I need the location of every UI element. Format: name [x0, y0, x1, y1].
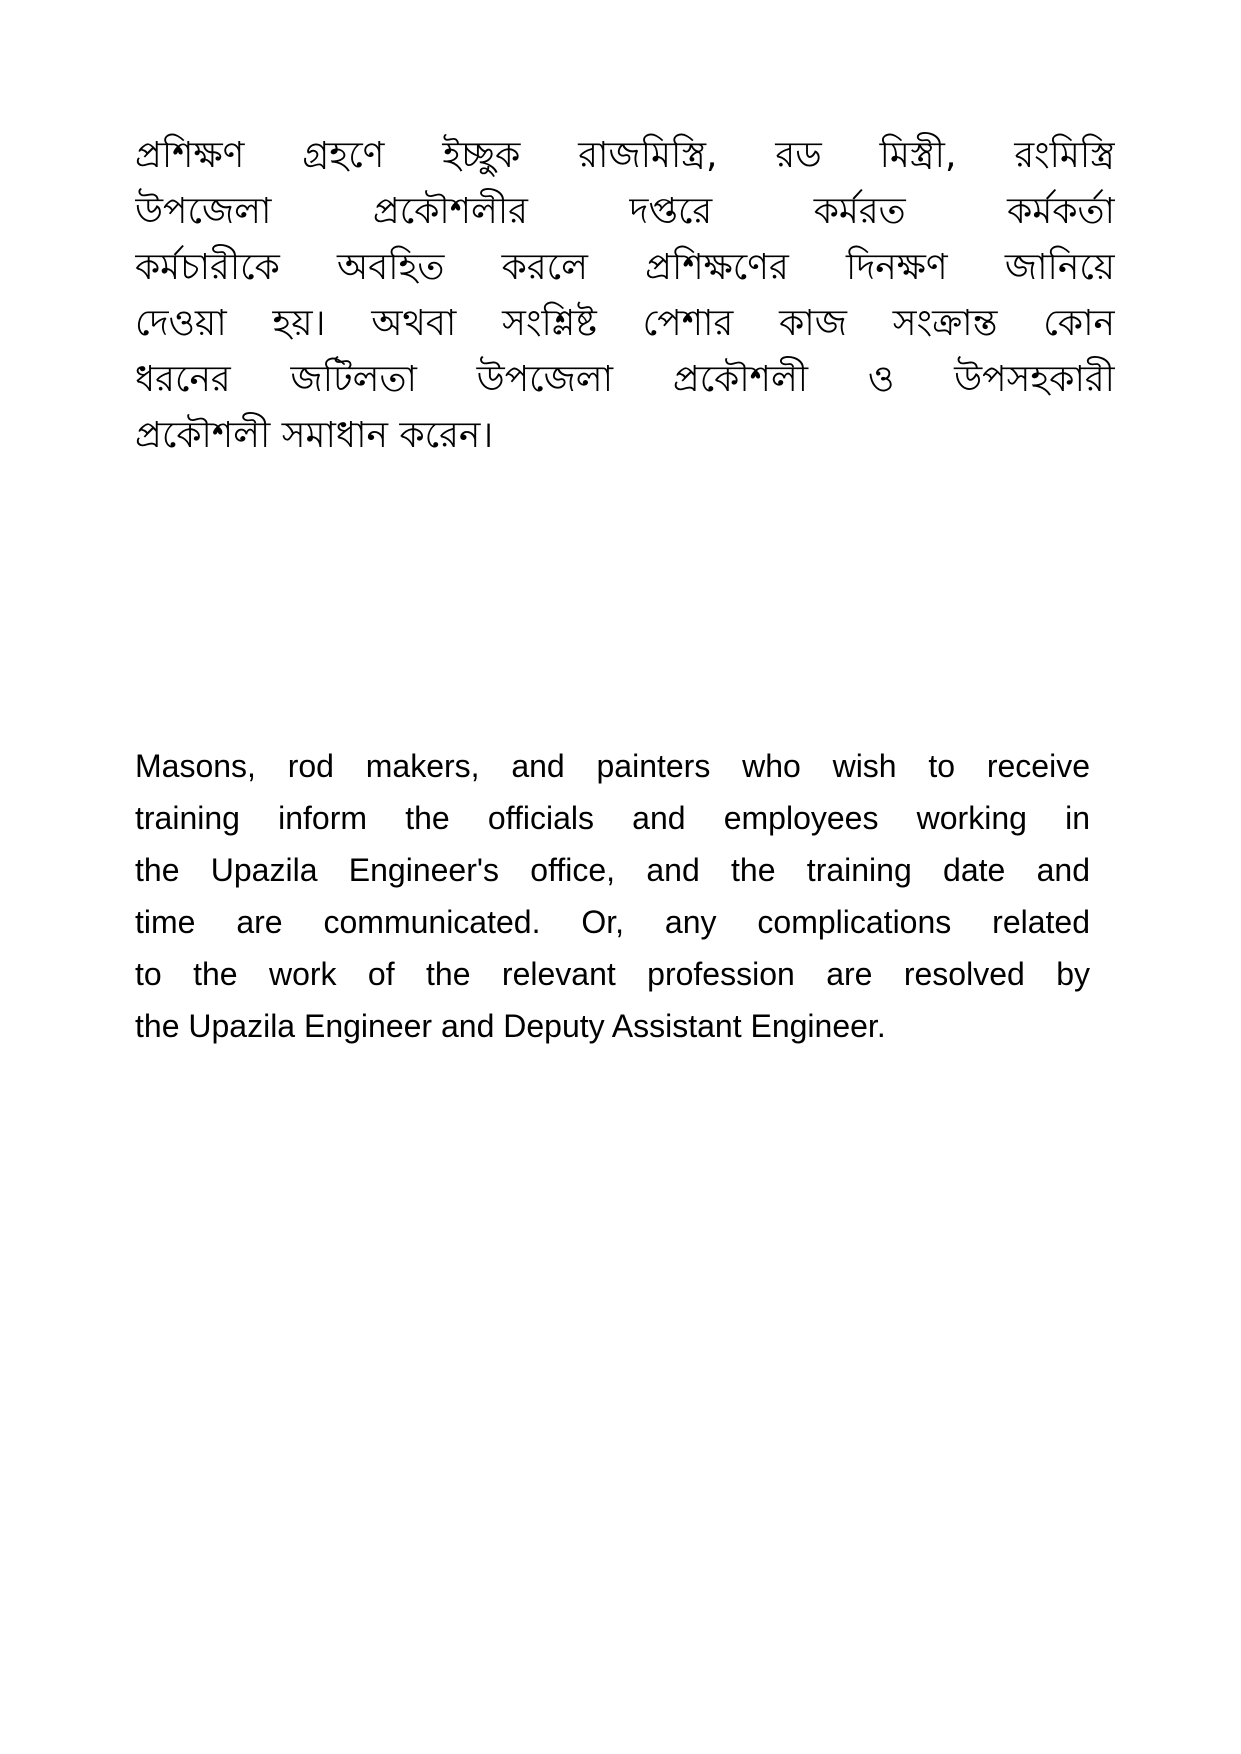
- bengali-paragraph-line: প্রশিক্ষণ গ্রহণে ইচ্ছুক রাজমিস্ত্রি, রড মিস্ত্রী, রংমিস্ত্রি: [135, 135, 1115, 176]
- bengali-paragraph-line: দেওয়া হয়। অথবা সংশ্লিষ্ট পেশার কাজ সংক্রান্ত কোন: [135, 303, 1115, 344]
- bengali-paragraph-line: প্রকৌশলী সমাধান করেন।: [135, 415, 494, 456]
- english-paragraph-line: training inform the officials and employees working in: [135, 800, 1090, 836]
- english-paragraph-line: Masons, rod makers, and painters who wish to receive: [135, 748, 1090, 784]
- bengali-paragraph: [135, 128, 1115, 464]
- english-paragraph-line: the Upazila Engineer and Deputy Assistant Engineer.: [135, 1008, 886, 1044]
- english-paragraph-line: time are communicated. Or, any complications related: [135, 904, 1090, 940]
- bengali-paragraph-line: কর্মচারীকে অবহিত করলে প্রশিক্ষণের দিনক্ষণ জানিয়ে: [135, 247, 1115, 288]
- bengali-paragraph-line: ধরনের জটিলতা উপজেলা প্রকৌশলী ও উপসহকারী: [135, 359, 1115, 400]
- english-paragraph-line: the Upazila Engineer's office, and the training date and: [135, 852, 1090, 888]
- english-paragraph-line: to the work of the relevant profession are resolved by: [135, 956, 1090, 992]
- bengali-paragraph-line: উপজেলা প্রকৌশলীর দপ্তরে কর্মরত কর্মকর্তা: [135, 191, 1115, 232]
- english-paragraph: [135, 740, 1090, 1052]
